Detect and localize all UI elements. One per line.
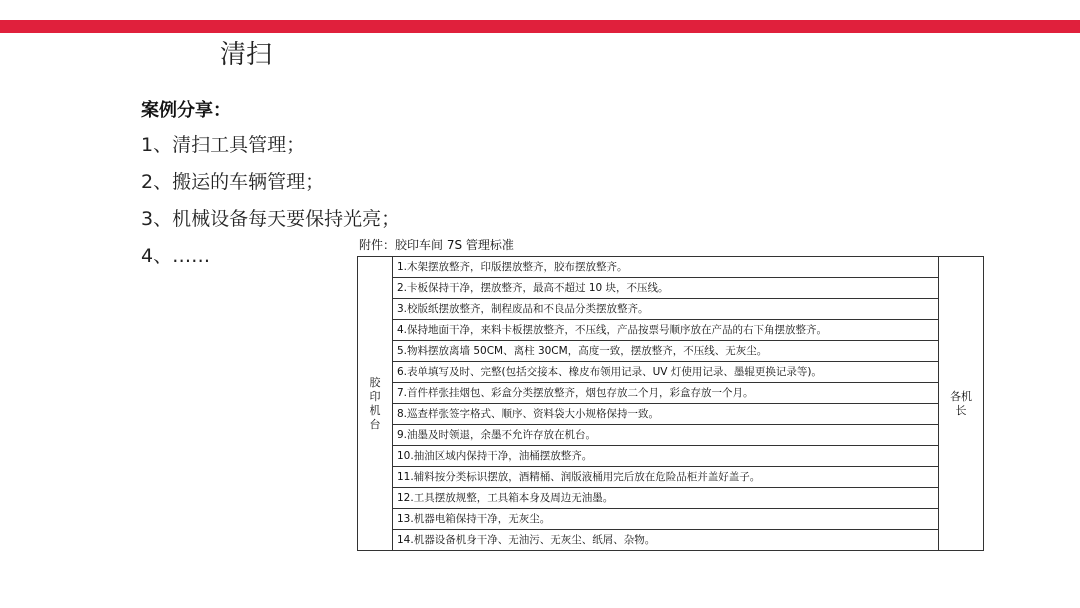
standards-table	[357, 256, 984, 551]
list-item: 3、机械设备每天要保持光亮；	[141, 208, 401, 230]
department-char: 机	[369, 403, 381, 417]
table-cell: 2.卡板保持干净，摆放整齐，最高不超过 10 块，不压线。	[393, 278, 939, 299]
case-heading: 案例分享：	[141, 100, 231, 121]
table-row	[358, 425, 984, 446]
table-cell: 6.表单填写及时、完整(包括交接本、橡皮布领用记录、UV 灯使用记录、墨辊更换记录等)。	[393, 362, 939, 383]
table-cell: 1.木架摆放整齐，印版摆放整齐，胶布摆放整齐。	[393, 257, 939, 278]
table-cell: 9.油墨及时领退，余墨不允许存放在机台。	[393, 425, 939, 446]
table-cell: 12.工具摆放规整，工具箱本身及周边无油墨。	[393, 488, 939, 509]
department-char: 胶	[369, 375, 381, 389]
owner-text: 各机	[950, 389, 972, 403]
top-accent-bar	[0, 20, 1080, 33]
table-row	[358, 404, 984, 425]
list-item: 2、搬运的车辆管理；	[141, 171, 325, 193]
table-row	[358, 341, 984, 362]
table-row	[358, 299, 984, 320]
table-row	[358, 383, 984, 404]
list-item: 1、清扫工具管理；	[141, 134, 306, 156]
table-row	[358, 509, 984, 530]
table-row	[358, 530, 984, 551]
table-row	[358, 446, 984, 467]
table-cell: 5.物料摆放离墙 50CM、离柱 30CM，高度一致，摆放整齐，不压线、无灰尘。	[393, 341, 939, 362]
appendix-caption: 附件：胶印车间 7S 管理标准	[359, 238, 514, 252]
table-row	[358, 362, 984, 383]
table-cell: 11.辅料按分类标识摆放，酒精桶、润版液桶用完后放在危险品柜并盖好盖子。	[393, 467, 939, 488]
owner-text: 长	[955, 403, 967, 417]
department-char: 台	[369, 417, 381, 431]
list-item: 4、……	[141, 245, 211, 267]
department-char: 印	[369, 389, 381, 403]
owner-cell	[939, 257, 984, 551]
table-cell: 13.机器电箱保持干净，无灰尘。	[393, 509, 939, 530]
table-cell: 7.首件样张挂烟包、彩盒分类摆放整齐，烟包存放二个月，彩盒存放一个月。	[393, 383, 939, 404]
table-cell: 10.抽油区域内保持干净，油桶摆放整齐。	[393, 446, 939, 467]
table-cell: 3.校版纸摆放整齐，制程废品和不良品分类摆放整齐。	[393, 299, 939, 320]
table-row	[358, 320, 984, 341]
table-row	[358, 467, 984, 488]
table-row	[358, 257, 984, 278]
table-row	[358, 278, 984, 299]
table-cell: 4.保持地面干净，来料卡板摆放整齐，不压线，产品按票号顺序放在产品的右下角摆放整齐。	[393, 320, 939, 341]
table-cell: 14.机器设备机身干净、无油污、无灰尘、纸屑、杂物。	[393, 530, 939, 551]
table-row	[358, 488, 984, 509]
slide-title: 清扫	[220, 40, 273, 70]
table-cell: 8.巡查样张签字格式、顺序、资料袋大小规格保持一致。	[393, 404, 939, 425]
department-cell	[358, 257, 393, 551]
